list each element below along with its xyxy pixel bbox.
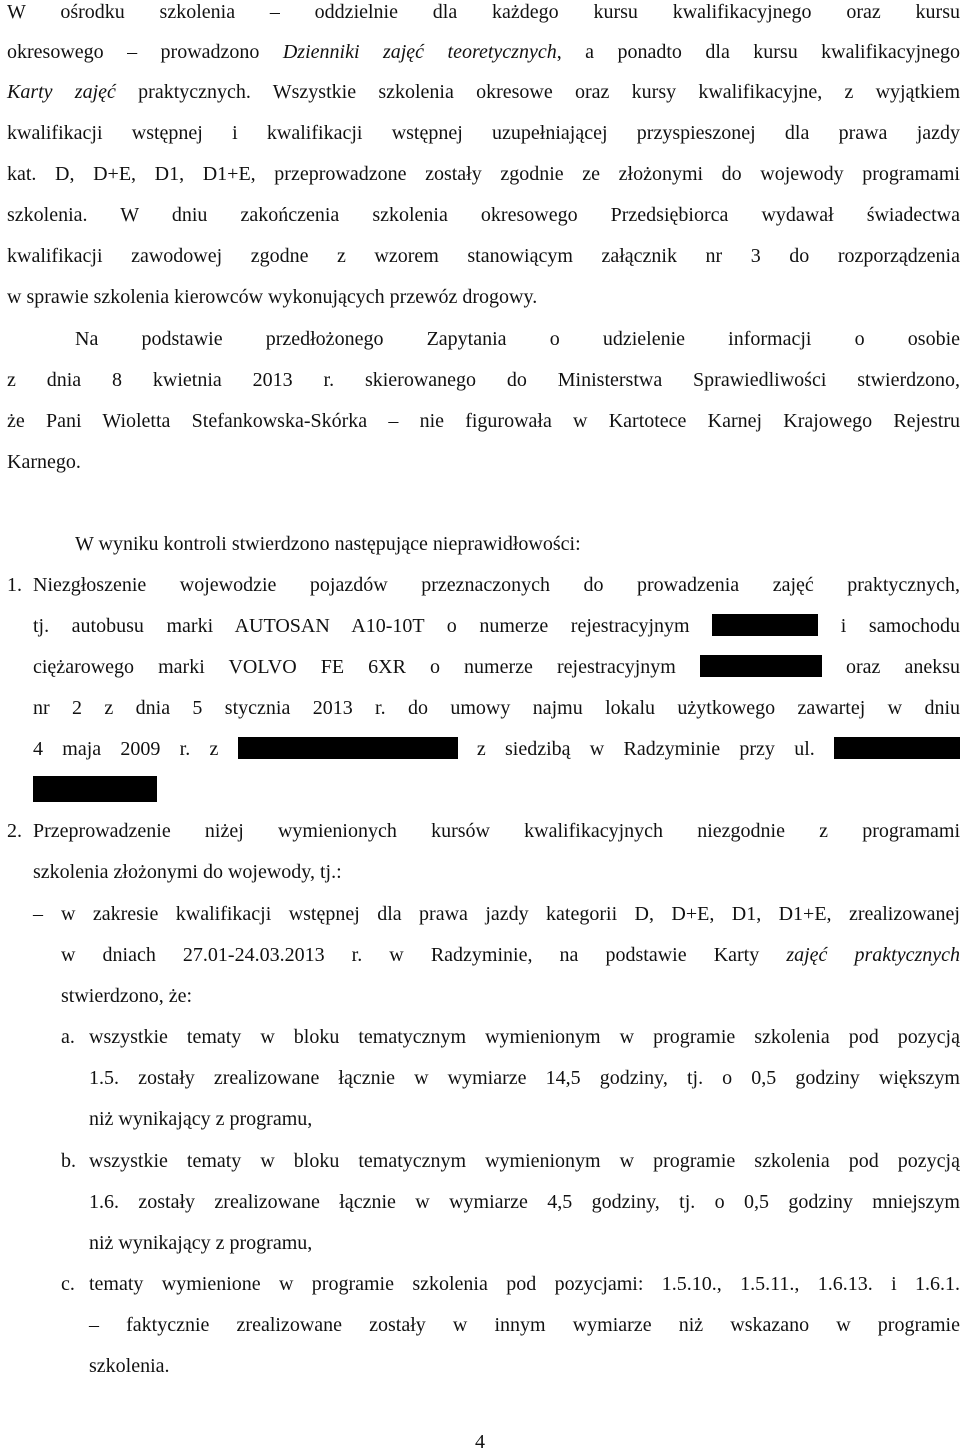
redacted-block (700, 655, 822, 677)
sub-item-c-line-2: – faktycznie zrealizowane zostały w innym wymiarze niż wskazano w programie (89, 1314, 960, 1336)
italic-term: Dzienniki zajęć teoretycznych (282, 41, 557, 63)
sub-item-b-letter: b. (61, 1150, 76, 1172)
redacted-block (33, 776, 157, 802)
sub-item-c-line-3: szkolenia. (89, 1355, 170, 1377)
text-span: tj. autobusu marki AUTOSAN A10-10T o numerze rejestracyjnym (33, 615, 690, 637)
text-span: w dniach 27.01-24.03.2013 r. w Radzyminie, na podstawie Karty (61, 944, 787, 966)
paragraph-1-line-2 (7, 40, 960, 64)
item-2-dash-line-1: w zakresie kwalifikacji wstępnej dla prawa jazdy kategorii D, D+E, D1, D1+E, zrealizowanej (61, 903, 960, 925)
text-span: oraz aneksu (845, 656, 960, 678)
item-1-line-4: nr 2 z dnia 5 stycznia 2013 r. do umowy najmu lokalu użytkowego zawartej w dniu (33, 697, 960, 719)
sub-item-c-letter: c. (61, 1273, 75, 1295)
sub-item-a-line-1: wszystkie tematy w bloku tematycznym wymienionym w programie szkolenia pod pozycją (89, 1026, 960, 1048)
item-2-line-1: Przeprowadzenie niżej wymienionych kursów kwalifikacyjnych niezgodnie z programami (33, 820, 960, 842)
paragraph-2-line-1: Na podstawie przedłożonego Zapytania o udzielenie informacji o osobie (75, 328, 960, 350)
paragraph-1-line-8: w sprawie szkolenia kierowców wykonujących przewóz drogowy. (7, 286, 538, 308)
item-1-line-1: Niezgłoszenie wojewodzie pojazdów przeznaczonych do prowadzenia zajęć praktycznych, (33, 574, 960, 596)
sub-item-b-line-3: niż wynikający z programu, (89, 1232, 313, 1254)
item-1-line-5 (33, 737, 960, 761)
sub-item-b-line-2: 1.6. zostały zrealizowane łącznie w wymiarze 4,5 godziny, tj. o 0,5 godziny mniejszym (89, 1191, 960, 1213)
paragraph-2-line-3: że Pani Wioletta Stefankowska-Skórka – nie figurowała w Kartotece Karnej Krajowego Rejestru (7, 410, 960, 432)
item-2-dash-line-3: stwierdzono, że: (61, 985, 193, 1007)
text-span: 4 maja 2009 r. z (33, 738, 219, 760)
page-number: 4 (475, 1431, 485, 1453)
redacted-block (712, 614, 818, 636)
redacted-block (834, 737, 960, 759)
item-1-line-2 (33, 614, 960, 638)
sub-item-c-line-1: tematy wymienione w programie szkolenia pod pozycjami: 1.5.10., 1.5.11., 1.6.13. i 1.6.1. (89, 1273, 960, 1295)
dash-bullet: – (33, 903, 43, 925)
italic-term: zajęć praktycznych (786, 944, 960, 966)
irregularities-heading: W wyniku kontroli stwierdzono następujące nieprawidłowości: (75, 533, 581, 555)
paragraph-1-line-4: kwalifikacji wstępnej i kwalifikacji wstępnej uzupełniającej przyspieszonej dla prawa jazdy (7, 122, 960, 144)
sub-item-a-letter: a. (61, 1026, 75, 1048)
paragraph-1-line-6: szkolenia. W dniu zakończenia szkolenia okresowego Przedsiębiorca wydawał świadectwa (7, 204, 960, 226)
text-span: okresowego – prowadzono (7, 41, 283, 63)
paragraph-2-line-4: Karnego. (7, 451, 81, 473)
text-span: ciężarowego marki VOLVO FE 6XR o numerze rejestracyjnym (33, 656, 676, 678)
paragraph-1-line-5: kat. D, D+E, D1, D1+E, przeprowadzone zostały zgodnie ze złożonymi do wojewody programami (7, 163, 960, 185)
text-span: praktycznych. Wszystkie szkolenia okresowe oraz kursy kwalifikacyjne, z wyjątkiem (115, 81, 960, 103)
sub-item-a-line-3: niż wynikający z programu, (89, 1108, 313, 1130)
paragraph-1-line-1: W ośrodku szkolenia – oddzielnie dla każdego kursu kwalifikacyjnego oraz kursu (7, 1, 960, 23)
sub-item-b-line-1: wszystkie tematy w bloku tematycznym wymienionym w programie szkolenia pod pozycją (89, 1150, 960, 1172)
paragraph-1-line-3 (7, 80, 960, 104)
item-2-number: 2. (7, 820, 22, 842)
redacted-block (238, 737, 458, 759)
item-2-dash-line-2 (61, 943, 960, 967)
item-2-line-2: szkolenia złożonymi do wojewody, tj.: (33, 861, 342, 883)
text-span: z siedzibą w Radzyminie przy ul. (476, 738, 815, 760)
item-1-number: 1. (7, 574, 22, 596)
italic-term: Karty zajęć (7, 81, 116, 103)
text-span: , a ponadto dla kursu kwalifikacyjnego (556, 41, 960, 63)
paragraph-1-line-7: kwalifikacji zawodowej zgodne z wzorem stanowiącym załącznik nr 3 do rozporządzenia (7, 245, 960, 267)
sub-item-a-line-2: 1.5. zostały zrealizowane łącznie w wymiarze 14,5 godziny, tj. o 0,5 godziny większym (89, 1067, 960, 1089)
text-span: i samochodu (840, 615, 960, 637)
paragraph-2-line-2: z dnia 8 kwietnia 2013 r. skierowanego do Ministerstwa Sprawiedliwości stwierdzono, (7, 369, 960, 391)
item-1-line-3 (33, 655, 960, 679)
